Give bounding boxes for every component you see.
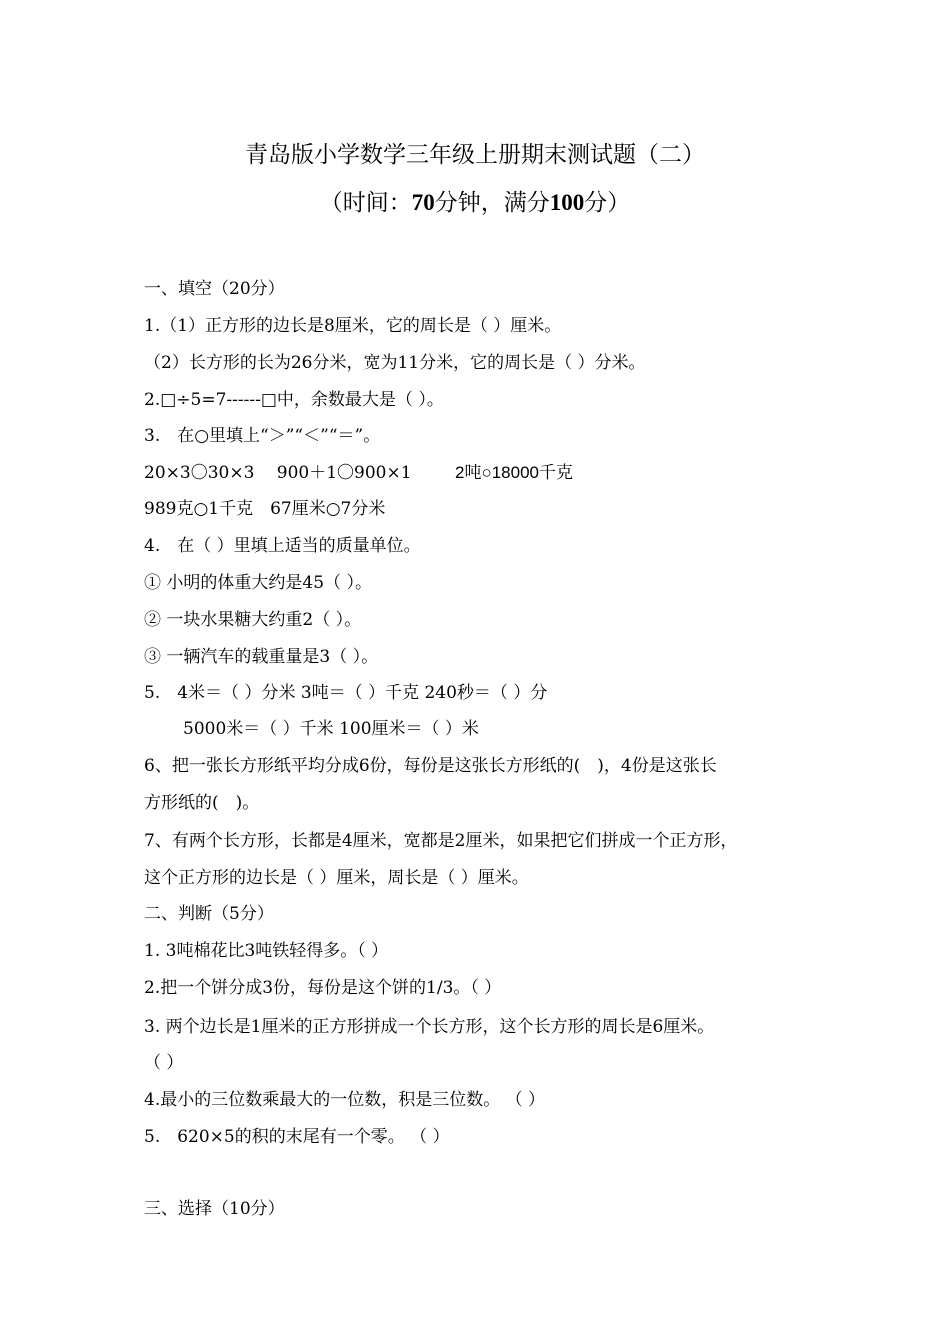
question-line: 3. 在○里填上“＞”“＜”“＝”。 — [144, 426, 381, 446]
question-line: 4. 在（ ）里填上适当的质量单位。 — [144, 536, 421, 556]
question-line: （2）长方形的长为26分米，宽为11分米，它的周长是（ ）分米。 — [144, 353, 646, 373]
question-line: 5. 4米＝（ ）分米 3吨＝（ ）千克 240秒＝（ ）分 — [144, 683, 548, 703]
question-line: 5. 620×5的积的末尾有一个零。 （ ） — [144, 1127, 450, 1147]
subtitle-score: 100 — [549, 190, 585, 215]
question-line: ② 一块水果糖大约重2（ ）。 — [144, 610, 362, 630]
question-line: 2.把一个饼分成3份，每份是这个饼的1/3。（ ） — [144, 978, 502, 998]
page-subtitle — [0, 184, 950, 217]
section-heading-fill: 一、填空（20分） — [144, 279, 285, 299]
subtitle-prefix: （时间： — [319, 190, 412, 216]
question-line: 2.□÷5=7------□中，余数最大是（ ）。 — [144, 390, 444, 410]
question-line: 4.最小的三位数乘最大的一位数，积是三位数。 （ ） — [144, 1090, 546, 1110]
section-heading-judge: 二、判断（5分） — [144, 904, 274, 924]
question-line: 2吨○18000千克 — [455, 463, 573, 482]
question-line: 989克○1千克 67厘米○7分米 — [144, 499, 386, 519]
question-line: ① 小明的体重大约是45（ ）。 — [144, 573, 372, 593]
subtitle-suffix: 分） — [584, 190, 631, 216]
section-heading-choice: 三、选择（10分） — [144, 1199, 285, 1219]
question-line: 20×3〇30×3 900＋1〇900×1 — [144, 463, 412, 483]
subtitle-mid: 分钟，满分 — [434, 190, 550, 216]
page-title: 青岛版小学数学三年级上册期末测试题（二） — [245, 142, 705, 168]
question-line: 这个正方形的边长是（ ）厘米，周长是（ ）厘米。 — [144, 868, 529, 888]
question-line: （ ） — [144, 1053, 184, 1073]
question-line: 7、有两个长方形，长都是4厘米，宽都是2厘米，如果把它们拼成一个正方形， — [144, 831, 738, 851]
question-line: 6、把一张长方形纸平均分成6份，每份是这张长方形纸的( )，4份是这张长 — [144, 756, 717, 776]
question-line: 方形纸的( )。 — [144, 793, 260, 813]
subtitle-minutes: 70 — [411, 190, 435, 215]
question-line: 1. 3吨棉花比3吨铁轻得多。（ ） — [144, 941, 389, 961]
question-line: 5000米＝（ ）千米 100厘米＝（ ）米 — [183, 719, 479, 739]
question-line: ③ 一辆汽车的载重量是3（ ）。 — [144, 647, 379, 667]
question-line: 3. 两个边长是1厘米的正方形拼成一个长方形，这个长方形的周长是6厘米。 — [144, 1017, 715, 1037]
question-line: 1.（1）正方形的边长是8厘米，它的周长是（ ）厘米。 — [144, 316, 562, 336]
